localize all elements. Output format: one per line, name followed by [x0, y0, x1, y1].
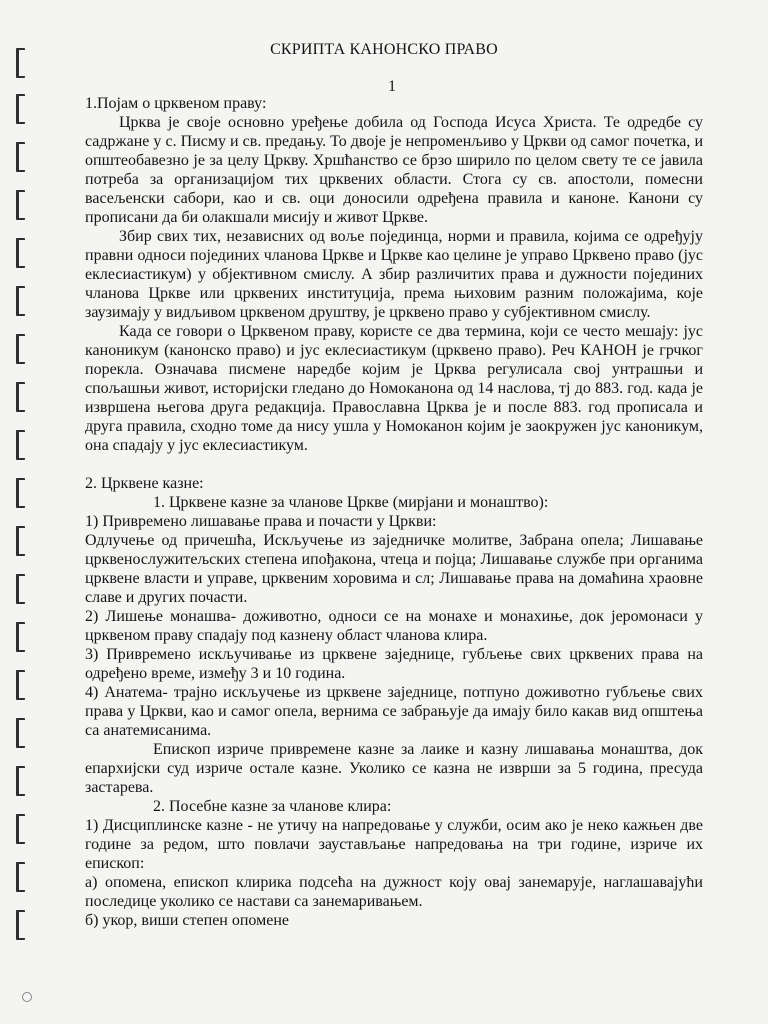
paragraph: Када се говори о Црквеном праву, користе се два термина, који се често мешају: јус каноникум (канонско право) и јус еклесиастикум (црквено право). Реч КАНОН је грчког порекла. Означава писмене наредбе којим је Црква регулисала свој унтрашњи и спољашњи живот, историјски гледано до Номоканона од 14 наслова, тј до 883. год. када је извршена његова друга редакција. Православна Црква је и после 883. год прописала и друга правила, сходно томе да нису ушла у Номоканон којим је заокружен јус каноникум, она спадају у јус еклесиастикум.: [85, 323, 703, 454]
binding-mark: [16, 814, 25, 844]
page-number: 1: [388, 78, 396, 95]
binding-mark: [16, 334, 25, 364]
binding-mark: [16, 910, 25, 940]
binding-mark: [16, 430, 25, 460]
binding-mark: [16, 190, 25, 220]
binding-mark: [16, 862, 25, 892]
list-item-heading: 1) Привремено лишавање права и почасти у Цркви:: [85, 513, 437, 530]
subsection-heading: 1. Црквене казне за чланове Цркве (мирјани и монаштво):: [153, 494, 549, 511]
binding-mark: [16, 622, 25, 652]
document-body: [85, 94, 703, 930]
binding-mark: [16, 478, 25, 508]
list-item: 1) Дисциплинске казне - не утичу на напредовање у служби, осим ако је неко кажњен две године за редом, што повлачи заустављање напредовања на три године, изриче их епископ:: [85, 817, 703, 872]
list-item-text: Одлучење од причешћа, Искључење из заједничке молитве, Забрана опела; Лишавање црквенослужитељских степена ипођакона, чтеца и појца; Лишавање службе при органима црквене власти и управе, црквеним хоровима и сл; Лишавање права на домаћина храовне славе и других почасти.: [85, 532, 703, 606]
subsection-heading: 2. Посебне казне за чланове клира:: [153, 798, 392, 815]
list-item: а) опомена, епископ клирика подсећа на дужност коју овај занемарује, наглашавајући последице уколико се настави са занемаривањем.: [85, 874, 703, 910]
binding-mark: [16, 574, 25, 604]
spacer: [85, 455, 703, 474]
section-heading: 1.Појам о црквеном праву:: [85, 95, 267, 112]
paragraph: Црква је своје основно уређење добила од Господа Исуса Христа. Те одредбе су садржане у с. Писму и св. предању. То двоје је непроменљиво у Цркви од самог почетка, и општеобавезно је за целу Цркву. Хршћанство се брзо ширило по целом свету те се јавила потреба за организацијом тих црквених области. Стога су св. апостоли, помесни васељенски сабори, као и св. оци доносили одређена правила и каноне. Канони су прописани да би олакшали мисију и живот Цркве.: [85, 114, 703, 226]
binding-mark: [16, 382, 25, 412]
document-title: СКРИПТА КАНОНСКО ПРАВО: [270, 41, 498, 58]
binding-ring: [22, 992, 32, 1002]
binding-mark: [16, 286, 25, 316]
list-item: 4) Анатема- трајно искључење из црквене заједнице, потпуно доживотно губљење свих права у Цркви, као и самог опела, вернима се забрањује да имају било какав вид општења са анатемисанима.: [85, 684, 703, 739]
paragraph: Епископ изриче привремене казне за лаике и казну лишавања монаштва, док епархијски суд изриче остале казне. Уколико се казна не изврши за 5 година, пресуда застарева.: [85, 741, 703, 796]
binding-mark: [16, 670, 25, 700]
binding-mark: [16, 238, 25, 268]
list-item: б) укор, виши степен опомене: [85, 912, 289, 929]
binding-mark: [16, 142, 25, 172]
list-item: 2) Лишење монашва- доживотно, односи се на монахе и монахиње, док јеромонаси у црквеном праву спадају под казнену област чланова клира.: [85, 608, 703, 644]
paragraph: Збир свих тих, независних од воље појединца, норми и правила, којима се одређују правни односи појединих чланова Цркве и Цркве као целине је управо Црквено право (јус еклесиастикум) у објективном смислу. А збир различитих права и дужности појединих чланова Цркве или црквених институција, према њиховим разним положајима, које заузимају у видљивом црквеном друштву, је црквено право у субјективном смислу.: [85, 228, 703, 321]
binding-mark: [16, 718, 25, 748]
section-heading: 2. Црквене казне:: [85, 475, 204, 492]
binding-mark: [16, 526, 25, 556]
binding-mark: [16, 94, 25, 124]
binding-mark: [16, 766, 25, 796]
list-item: 3) Привремено искључивање из црквене заједнице, губљење свих црквених права на одређено време, између 3 и 10 година.: [85, 646, 703, 682]
binding-holes: [6, 30, 30, 990]
